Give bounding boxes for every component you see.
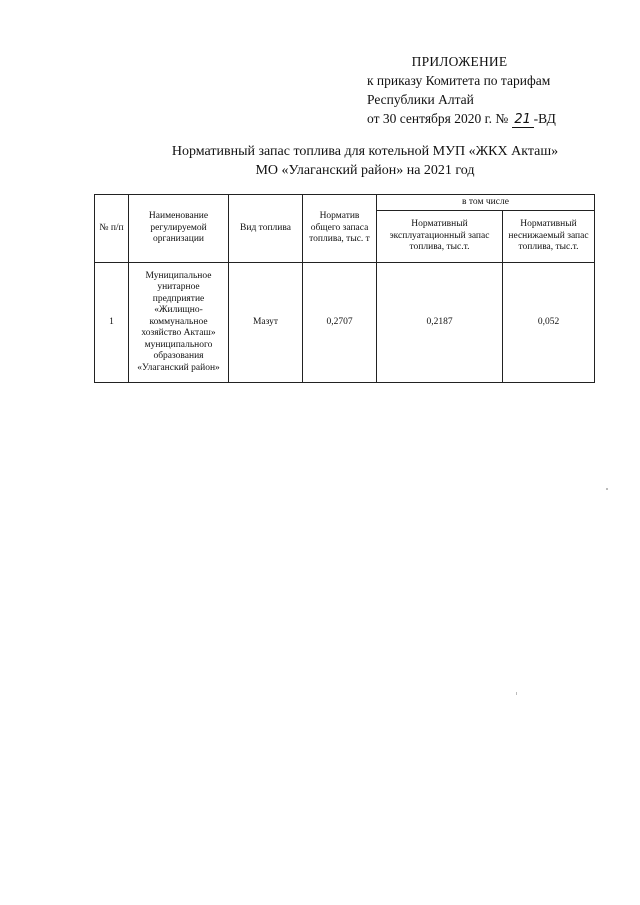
appendix-header	[367, 52, 627, 128]
appendix-line-order: к приказу Комитета по тарифам	[367, 73, 551, 88]
cell-total: 0,2707	[303, 263, 377, 383]
order-suffix: -ВД	[533, 111, 556, 126]
col-header-num: № п/п	[95, 195, 129, 263]
scan-speck	[516, 692, 517, 695]
table-row	[95, 263, 595, 383]
cell-org: Муниципальное унитарное предприятие «Жилищно-коммунальное хозяйство Акташ» муниципального образования «Улаганский район»	[129, 263, 229, 383]
col-header-operational: Нормативный эксплуатационный запас топлива, тыс.т.	[377, 211, 503, 263]
cell-operational: 0,2187	[377, 263, 503, 383]
scan-speck	[606, 488, 608, 490]
document-title	[150, 142, 580, 180]
appendix-line-committee: Республики Алтай	[367, 92, 474, 107]
cell-num: 1	[95, 263, 129, 383]
appendix-title: ПРИЛОЖЕНИЕ	[411, 54, 508, 69]
col-header-org: Наименование регулируемой организации	[129, 195, 229, 263]
document-title-line1: Нормативный запас топлива для котельной МУП «ЖКХ Акташ»	[171, 144, 559, 159]
appendix-line-date	[367, 109, 627, 128]
col-header-fuel-type: Вид топлива	[229, 195, 303, 263]
col-header-including: в том числе	[377, 195, 595, 211]
order-date-prefix: от 30 сентября 2020 г. №	[367, 111, 509, 126]
cell-fuel-type: Мазут	[229, 263, 303, 383]
order-number: 21	[512, 113, 534, 128]
fuel-reserve-table	[94, 194, 595, 383]
col-header-total: Норматив общего запаса топлива, тыс. т	[303, 195, 377, 263]
col-header-nonreducible: Нормативный неснижаемый запас топлива, тыс.т.	[503, 211, 595, 263]
cell-nonreducible: 0,052	[503, 263, 595, 383]
document-title-line2: МО «Улаганский район» на 2021 год	[255, 163, 475, 178]
